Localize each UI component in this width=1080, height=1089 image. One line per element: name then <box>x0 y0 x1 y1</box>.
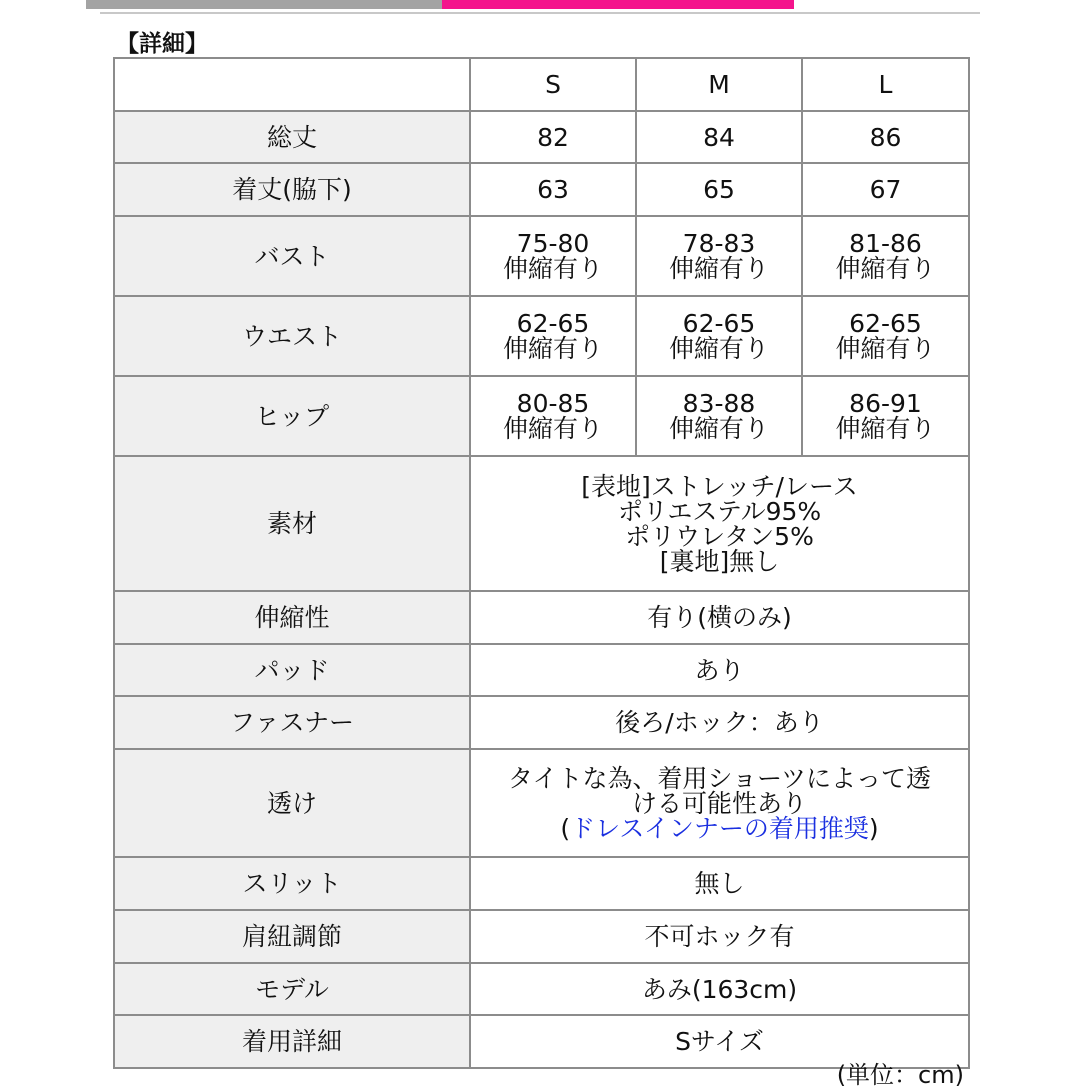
table-row <box>114 376 969 456</box>
row-label: 着丈(脇下) <box>114 163 470 216</box>
cell-value: 67 <box>802 163 969 216</box>
cell-value: 有り(横のみ) <box>470 591 969 644</box>
table-row <box>114 216 969 296</box>
material-line: [裏地]無し <box>659 546 780 576</box>
range-text: 75-80 <box>516 229 590 258</box>
row-label: 総丈 <box>114 111 470 163</box>
material-value <box>470 456 969 591</box>
row-label: 素材 <box>114 456 470 591</box>
size-header-s: S <box>470 58 636 111</box>
cell-value: 不可ホック有 <box>470 910 969 963</box>
cell-value <box>802 376 969 456</box>
range-text: 80-85 <box>516 389 590 418</box>
cell-value <box>802 216 969 296</box>
note-text: 伸縮有り <box>668 254 769 283</box>
sheer-value <box>470 749 969 857</box>
range-text: 86-91 <box>849 389 922 418</box>
row-label: ファスナー <box>114 696 470 749</box>
cell-value: 82 <box>470 111 636 163</box>
size-header-m: M <box>636 58 802 111</box>
table-row <box>114 644 969 696</box>
cell-value: 後ろ/ホック：あり <box>470 696 969 749</box>
cell-value: 86 <box>802 111 969 163</box>
table-row <box>114 910 969 963</box>
row-label: モデル <box>114 963 470 1015</box>
note-text: 伸縮有り <box>668 414 769 443</box>
table-row <box>114 456 969 591</box>
sheer-line: タイトな為、着用ショーツによって透 <box>507 763 931 793</box>
table-row <box>114 696 969 749</box>
row-label: 肩紐調節 <box>114 910 470 963</box>
note-text: 伸縮有り <box>835 334 936 363</box>
cell-value <box>470 216 636 296</box>
table-row <box>114 749 969 857</box>
row-label: パッド <box>114 644 470 696</box>
size-spec-table <box>113 57 970 1069</box>
cell-value <box>636 216 802 296</box>
cell-value: Sサイズ <box>470 1015 969 1068</box>
section-heading: 【詳細】 <box>116 31 208 57</box>
sheer-recommend-line <box>475 813 964 843</box>
cell-value <box>470 376 636 456</box>
row-label: 着用詳細 <box>114 1015 470 1068</box>
row-label: バスト <box>114 216 470 296</box>
material-line: ポリエステル95% <box>617 496 822 526</box>
row-label: 伸縮性 <box>114 591 470 644</box>
material-line: ポリウレタン5% <box>625 521 814 551</box>
paren-open: ( <box>560 813 571 843</box>
range-text: 62-65 <box>682 309 756 338</box>
cell-value <box>470 296 636 376</box>
cell-value: 無し <box>470 857 969 910</box>
table-row <box>114 111 969 163</box>
table-header-row <box>114 58 969 111</box>
range-text: 78-83 <box>682 229 756 258</box>
note-text: 伸縮有り <box>502 254 603 283</box>
range-text: 83-88 <box>682 389 756 418</box>
note-text: 伸縮有り <box>835 254 936 283</box>
cell-value: 63 <box>470 163 636 216</box>
table-row <box>114 857 969 910</box>
note-text: 伸縮有り <box>502 414 603 443</box>
row-label: 透け <box>114 749 470 857</box>
paren-close: ) <box>868 813 879 843</box>
unit-note: (単位：cm) <box>836 1061 964 1089</box>
cell-value <box>636 296 802 376</box>
row-label: ウエスト <box>114 296 470 376</box>
cell-value: あり <box>470 644 969 696</box>
range-text: 62-65 <box>849 309 922 338</box>
dress-inner-link[interactable]: ドレスインナーの着用推奨 <box>570 813 869 843</box>
note-text: 伸縮有り <box>668 334 769 363</box>
tab-pink[interactable] <box>442 0 794 9</box>
note-text: 伸縮有り <box>502 334 603 363</box>
row-label: ヒップ <box>114 376 470 456</box>
size-header-l: L <box>802 58 969 111</box>
sheer-line: ける可能性あり <box>631 788 807 818</box>
table-row <box>114 591 969 644</box>
table-row <box>114 296 969 376</box>
cell-value: あみ(163cm) <box>470 963 969 1015</box>
range-text: 81-86 <box>849 229 922 258</box>
row-label: スリット <box>114 857 470 910</box>
range-text: 62-65 <box>516 309 590 338</box>
table-row <box>114 163 969 216</box>
note-text: 伸縮有り <box>835 414 936 443</box>
cell-value: 84 <box>636 111 802 163</box>
cell-value <box>636 376 802 456</box>
table-row <box>114 963 969 1015</box>
material-line: [表地]ストレッチ/レース <box>581 471 858 501</box>
header-empty-cell <box>114 58 470 111</box>
cell-value: 65 <box>636 163 802 216</box>
cell-value <box>802 296 969 376</box>
